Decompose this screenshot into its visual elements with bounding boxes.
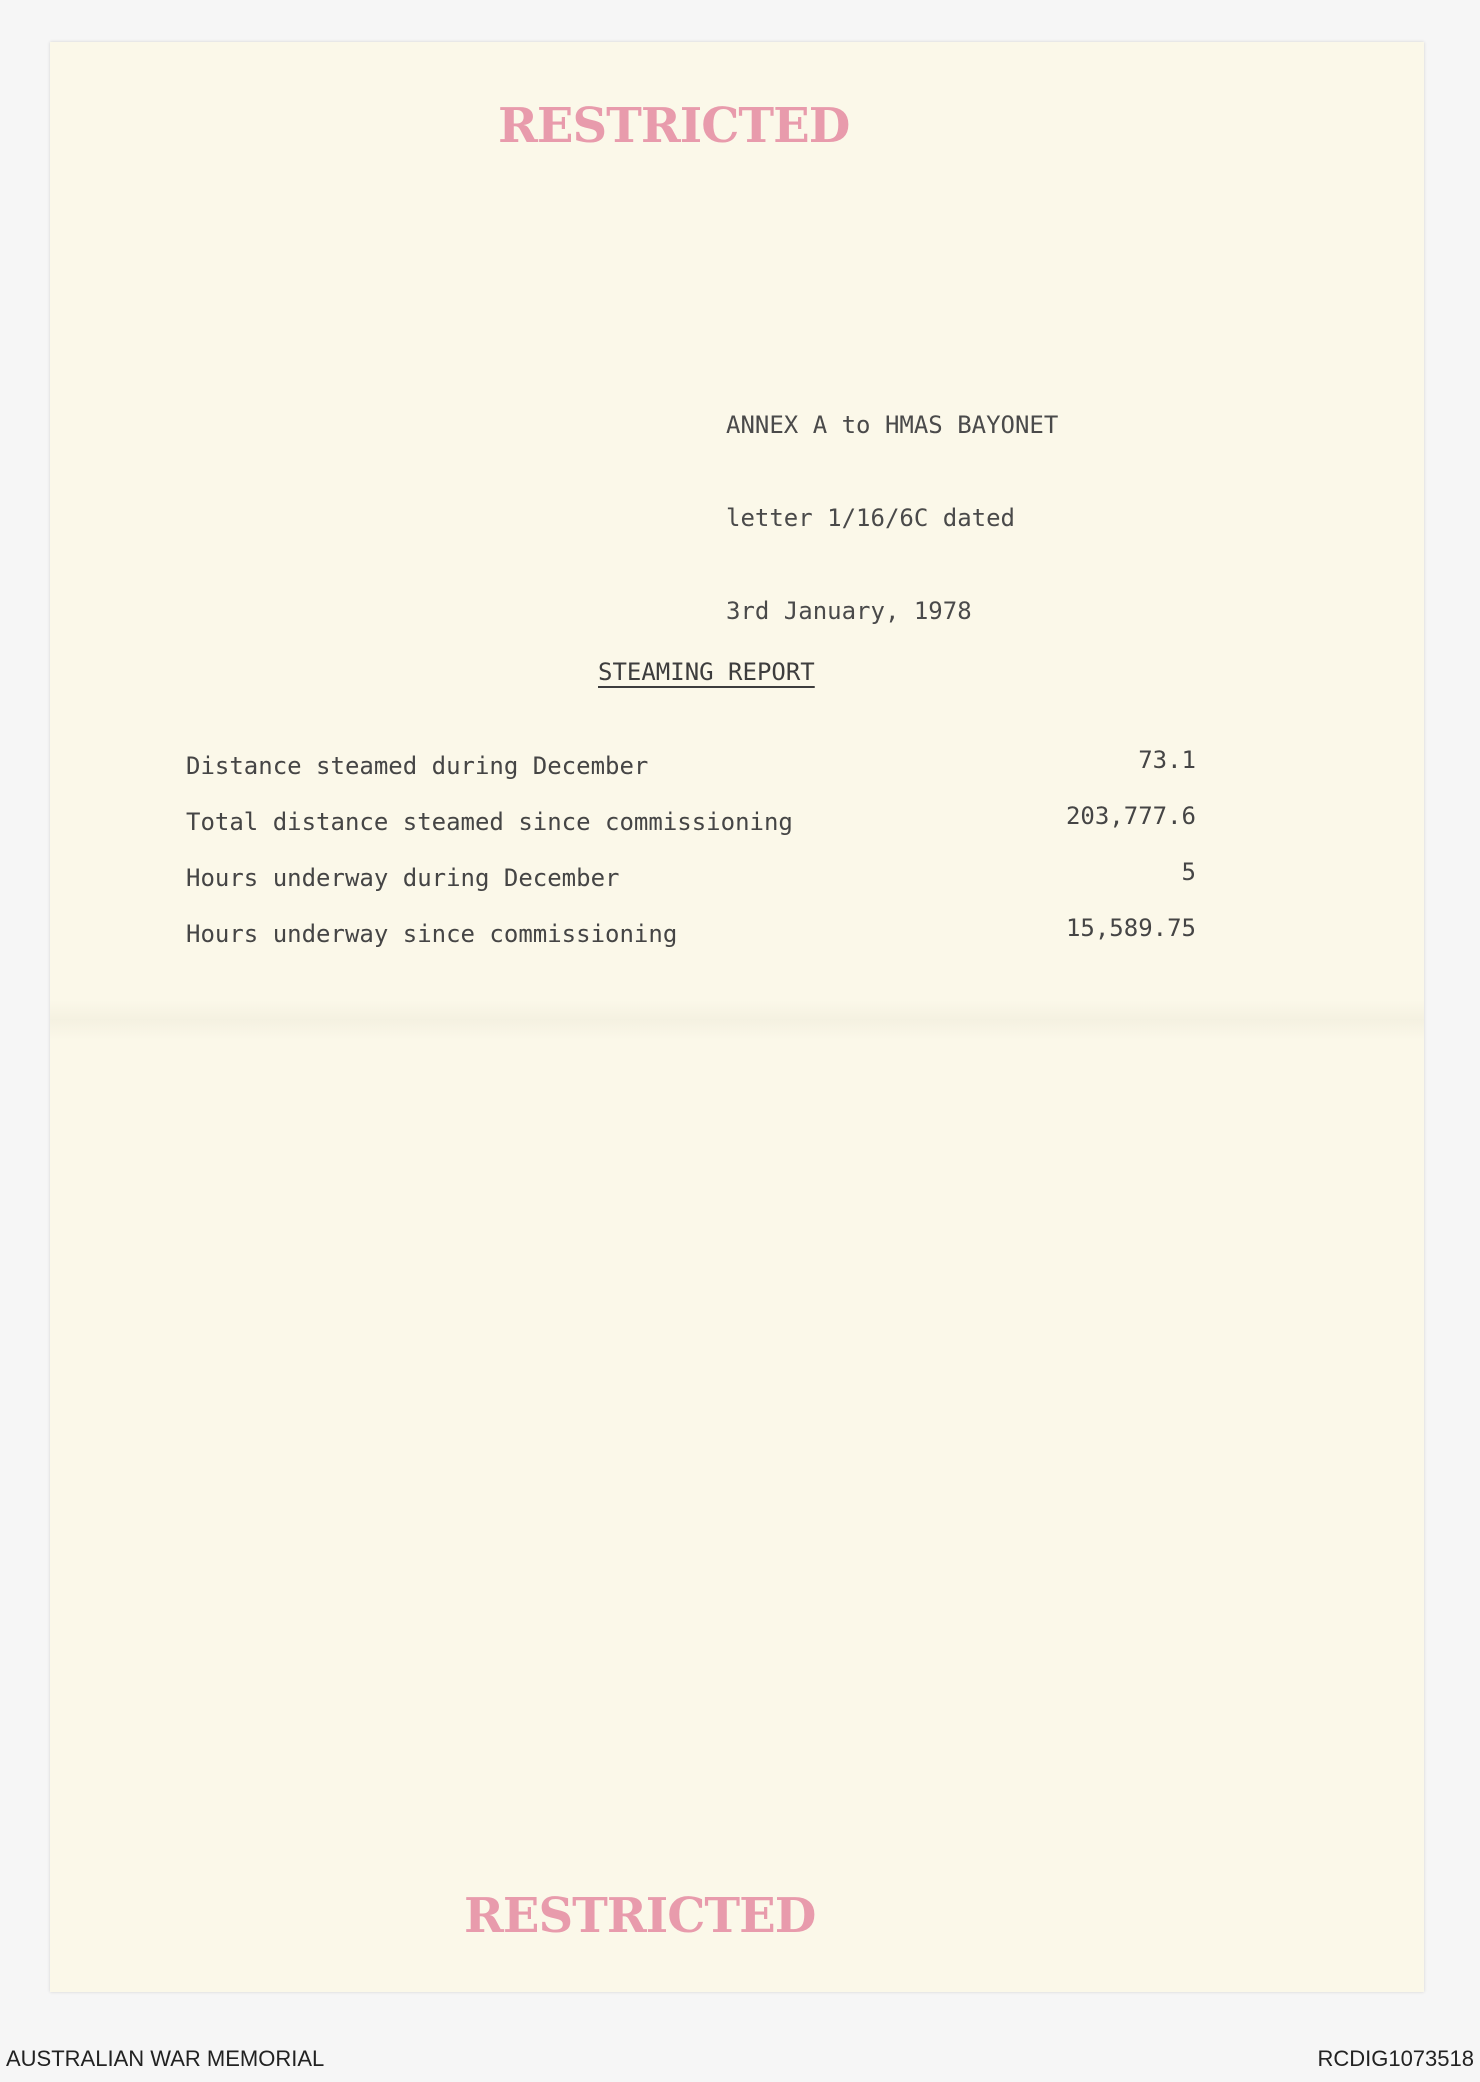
report-row xyxy=(186,914,1196,952)
annex-line: letter 1/16/6C dated xyxy=(726,504,1015,532)
report-row xyxy=(186,746,1196,784)
report-row xyxy=(186,858,1196,896)
report-title: STEAMING REPORT xyxy=(598,658,815,686)
row-value: 15,589.75 xyxy=(1065,914,1196,942)
restricted-stamp-top: RESTRICTED xyxy=(498,98,850,154)
annex-line: 3rd January, 1978 xyxy=(726,597,972,625)
row-label: Hours underway during December xyxy=(186,864,620,892)
footer-institution: AUSTRALIAN WAR MEMORIAL xyxy=(6,2046,325,2071)
document-page xyxy=(50,42,1424,1992)
annex-reference xyxy=(726,348,1058,689)
restricted-stamp-bottom: RESTRICTED xyxy=(464,1888,816,1944)
row-value: 73.1 xyxy=(1138,746,1196,774)
footer-record-id: RCDIG1073518 xyxy=(1317,2046,1474,2071)
report-row xyxy=(186,802,1196,840)
row-label: Total distance steamed since commissioning xyxy=(186,808,793,836)
row-label: Hours underway since commissioning xyxy=(186,920,678,948)
annex-line: ANNEX A to HMAS BAYONET xyxy=(726,411,1059,439)
row-value: 203,777.6 xyxy=(1065,802,1196,830)
paper-fold xyxy=(50,1000,1424,1040)
row-label: Distance steamed during December xyxy=(186,752,649,780)
row-value: 5 xyxy=(1181,858,1196,886)
